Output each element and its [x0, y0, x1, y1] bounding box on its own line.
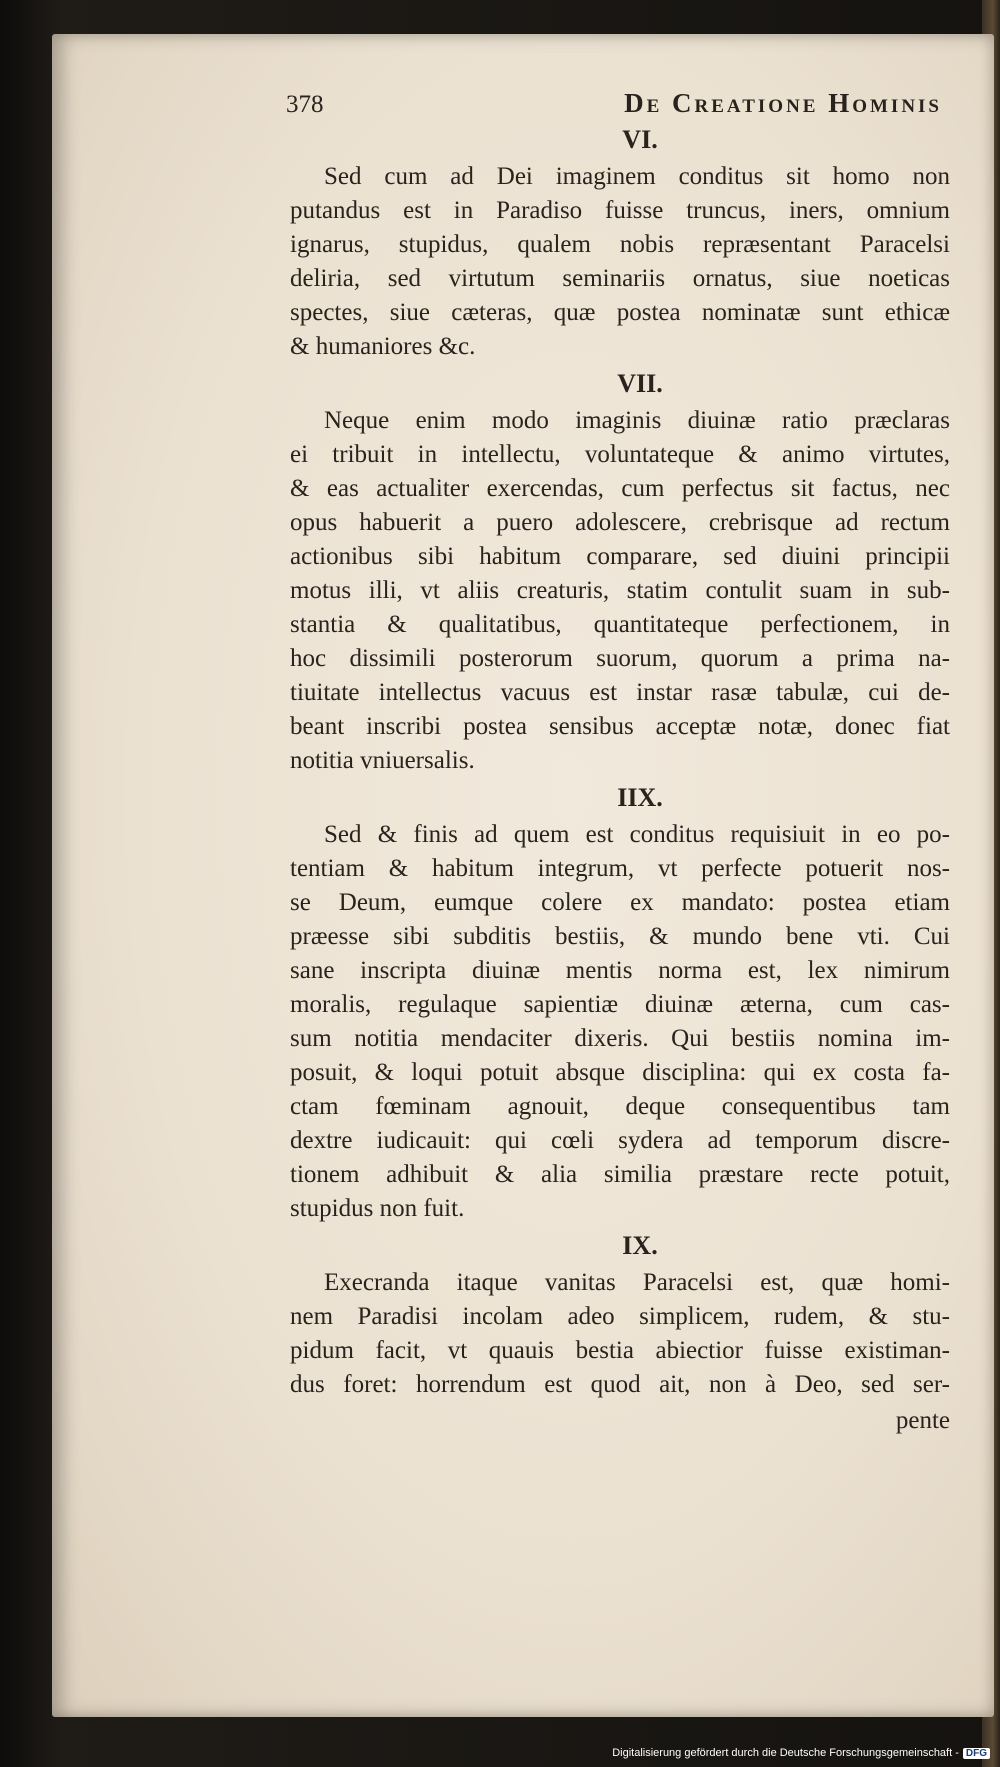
credit-text: Digitalisierung gefördert durch die Deutsche Forschungsgemeinschaft -	[612, 1747, 959, 1759]
text-line: notitia vniuersalis.	[290, 747, 475, 774]
text-line: sane inscripta diuinæ mentis norma est, lex nimirum	[290, 957, 950, 984]
text-line: Neque enim modo imaginis diuinæ ratio præclaras	[324, 407, 950, 434]
text-line: tentiam & habitum integrum, vt perfecte potuerit nos-	[290, 855, 950, 882]
text-line: & eas actualiter exercendas, cum perfectus sit factus, nec	[290, 475, 950, 502]
section-paragraph	[290, 818, 950, 1226]
text-line: hoc dissimili posterorum suorum, quorum a prima na-	[290, 645, 950, 672]
text-line: pidum facit, vt quauis bestia abiectior fuisse existiman-	[290, 1337, 950, 1364]
catchword: pente	[895, 1407, 950, 1434]
sections-container	[290, 120, 950, 1402]
text-line: moralis, regulaque sapientiæ diuinæ æterna, cum cas-	[290, 991, 950, 1018]
text-line: nem Paradisi incolam adeo simplicem, rudem, & stu-	[290, 1303, 950, 1330]
text-line: ctam fœminam agnouit, deque consequentibus tam	[290, 1093, 950, 1120]
text-line: posuit, & loqui potuit absque disciplina: qui ex costa fa-	[290, 1059, 950, 1086]
text-line: ignarus, stupidus, qualem nobis repræsentant Paracelsi	[290, 231, 950, 258]
text-line: opus habuerit a puero adolescere, crebrisque ad rectum	[290, 509, 950, 536]
section-paragraph	[290, 404, 950, 778]
section-paragraph	[290, 1266, 950, 1402]
section-numeral: IIX.	[617, 783, 663, 812]
text-line: tiuitate intellectus vacuus est instar rasæ tabulæ, cui de-	[290, 679, 950, 706]
text-line: & humaniores &c.	[290, 333, 476, 360]
running-head	[286, 86, 950, 120]
text-line: ei tribuit in intellectu, voluntateque & animo virtutes,	[290, 441, 950, 468]
page-text	[286, 86, 950, 1438]
page-number: 378	[286, 91, 324, 118]
running-head-title: De Creatione Hominis	[624, 88, 942, 118]
text-line: stantia & qualitatibus, quantitateque perfectionem, in	[290, 611, 950, 638]
text-line: dextre iudicauit: qui cœli sydera ad temporum discre-	[290, 1127, 950, 1154]
text-line: sum notitia mendaciter dixeris. Qui bestiis nomina im-	[290, 1025, 950, 1052]
dfg-logo: DFG	[963, 1748, 990, 1759]
text-line: tionem adhibuit & alia similia præstare recte potuit,	[290, 1161, 950, 1188]
section-numeral: VII.	[617, 369, 663, 398]
text-line: dus foret: horrendum est quod ait, non à Deo, sed ser-	[290, 1371, 950, 1398]
text-line: Sed & finis ad quem est conditus requisiuit in eo po-	[324, 821, 950, 848]
digitization-credit	[612, 1747, 990, 1759]
book-page	[52, 34, 994, 1717]
section-numeral: IX.	[622, 1231, 658, 1260]
section-numeral: VI.	[622, 125, 658, 154]
text-line: putandus est in Paradiso fuisse truncus, iners, omnium	[290, 197, 950, 224]
text-line: motus illi, vt aliis creaturis, statim contulit suam in sub-	[290, 577, 950, 604]
text-line: beant inscribi postea sensibus acceptæ notæ, donec fiat	[290, 713, 950, 740]
text-line: Execranda itaque vanitas Paracelsi est, quæ homi-	[324, 1269, 950, 1296]
text-line: se Deum, eumque colere ex mandato: postea etiam	[290, 889, 950, 916]
text-line: spectes, siue cæteras, quæ postea nominatæ sunt ethicæ	[290, 299, 950, 326]
text-line: actionibus sibi habitum comparare, sed diuini principii	[290, 543, 950, 570]
text-line: deliria, sed virtutum seminariis ornatus, siue noeticas	[290, 265, 950, 292]
text-line: præesse sibi subditis bestiis, & mundo bene vti. Cui	[290, 923, 950, 950]
section-paragraph	[290, 160, 950, 364]
text-line: stupidus non fuit.	[290, 1195, 465, 1222]
text-line: Sed cum ad Dei imaginem conditus sit homo non	[324, 163, 950, 190]
